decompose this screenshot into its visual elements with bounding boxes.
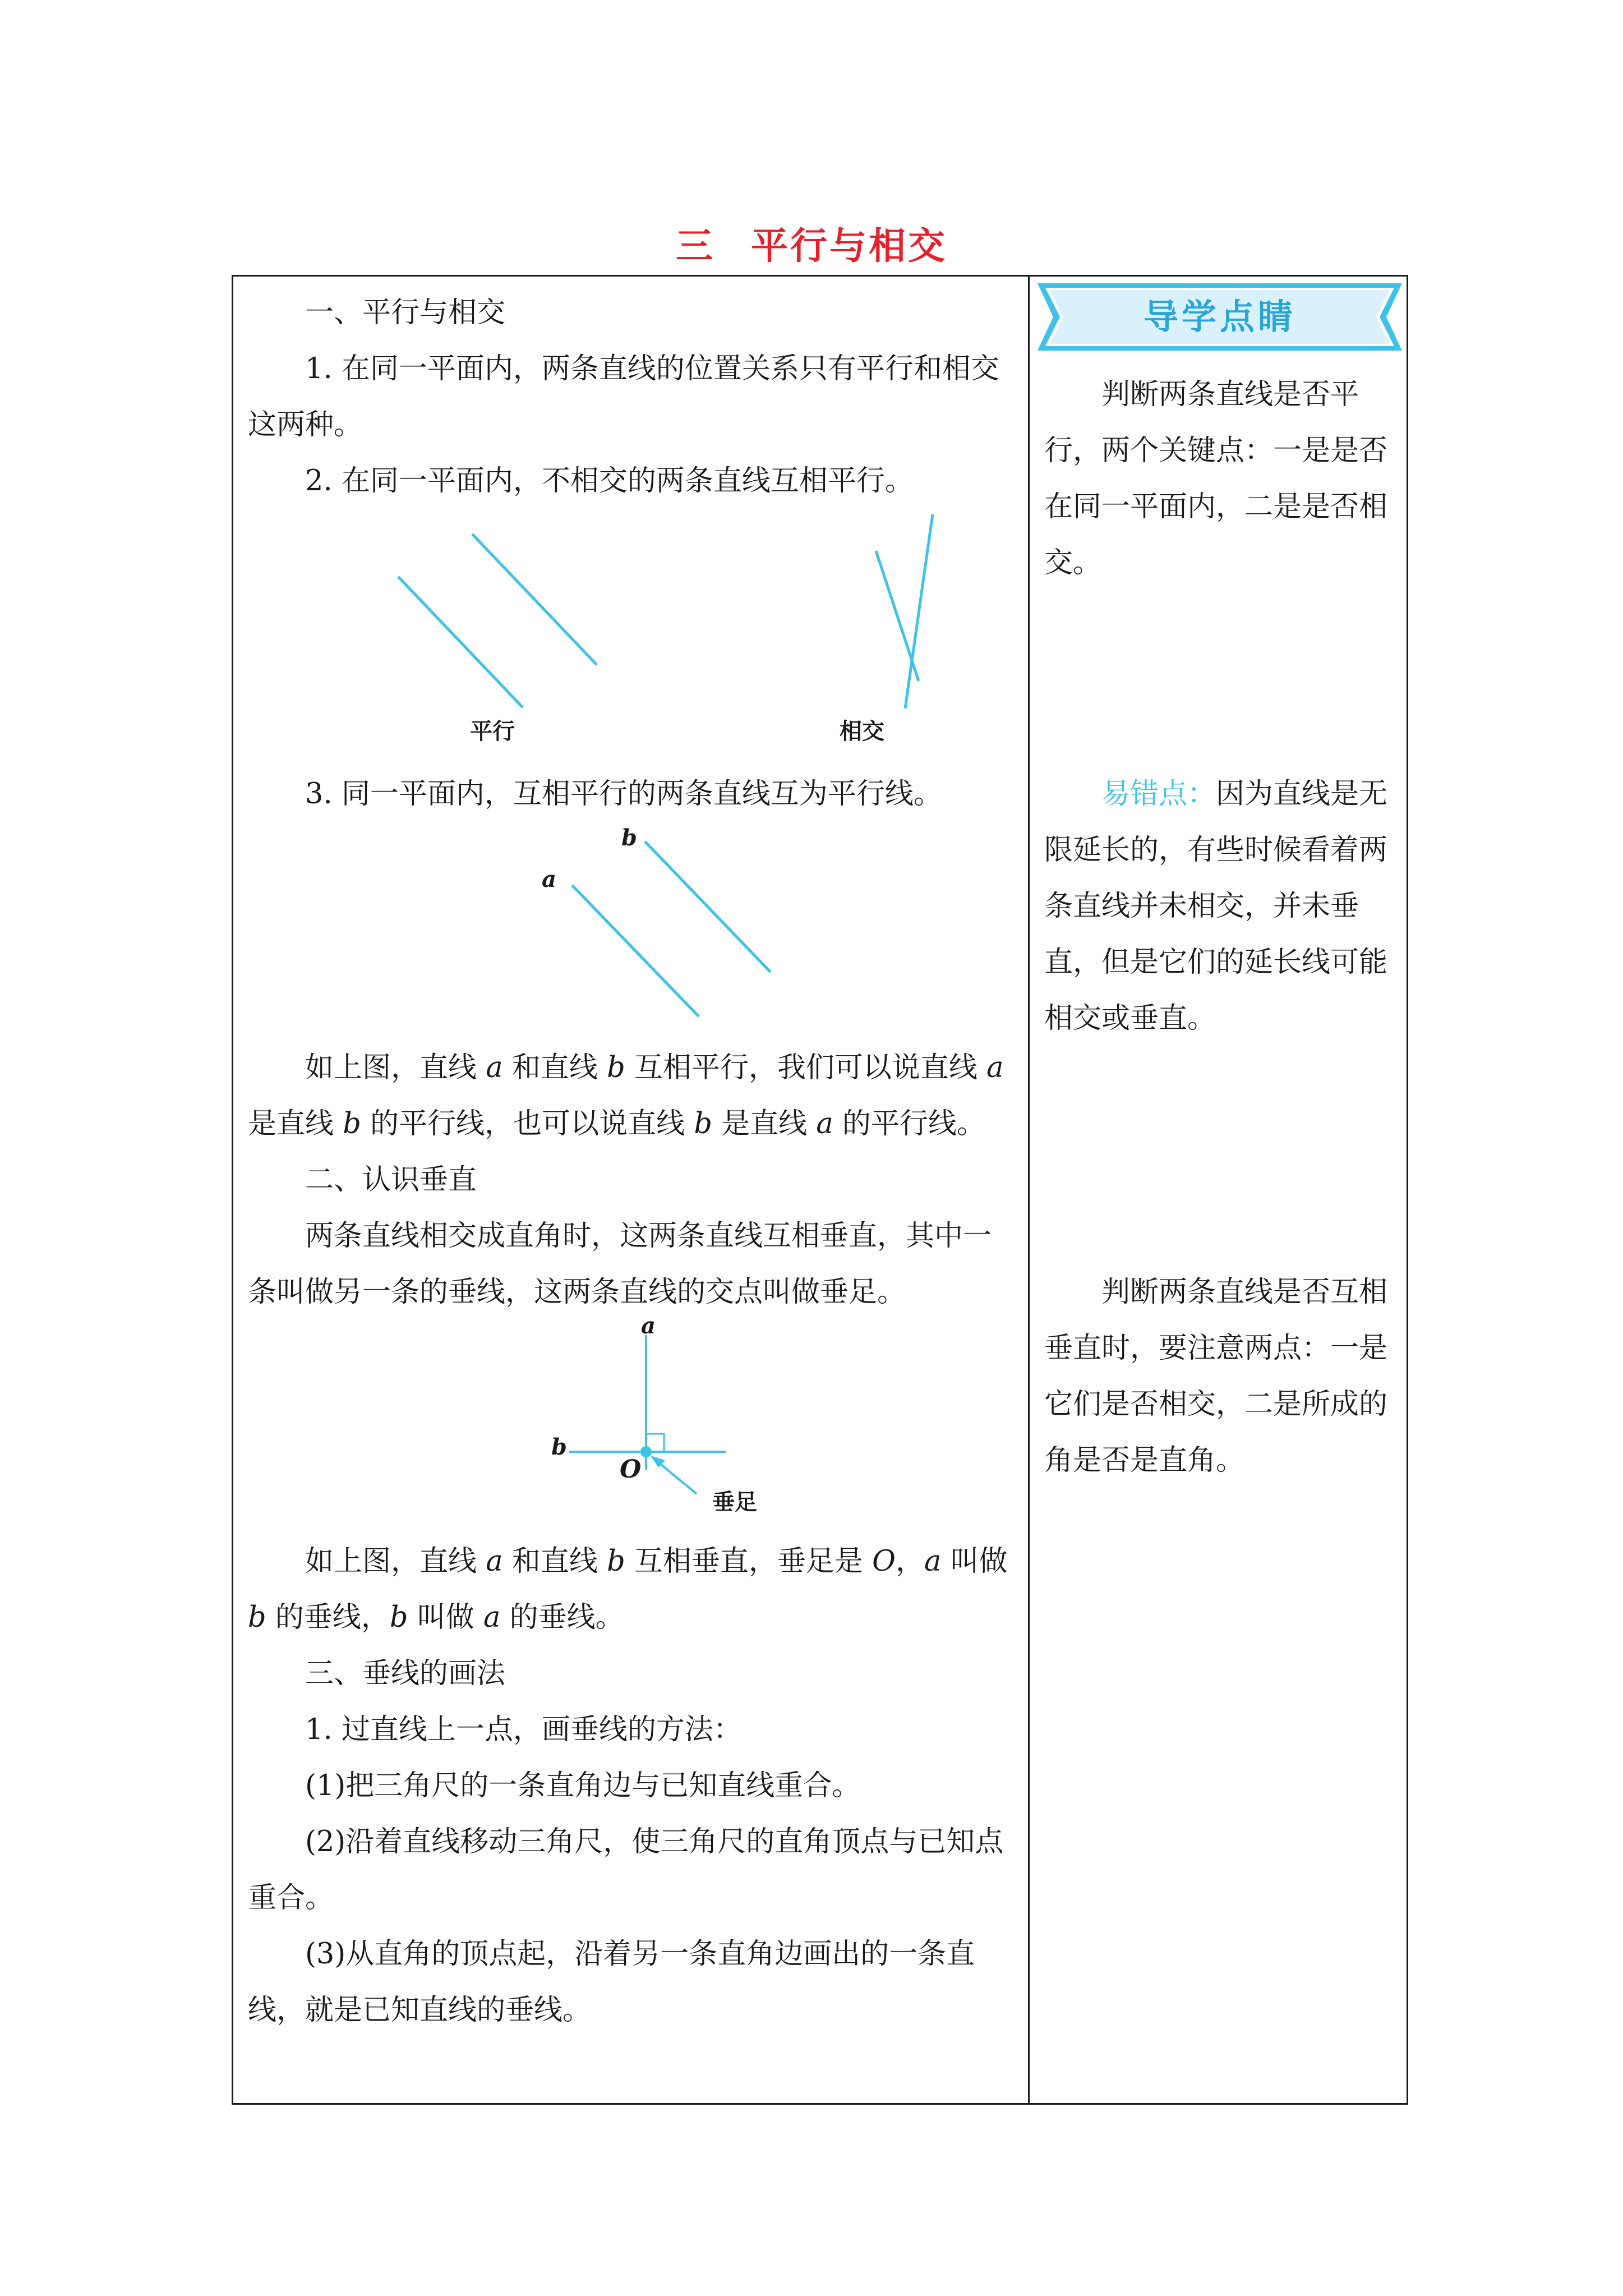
foot-arrow-shaft <box>655 1460 697 1494</box>
paragraph-step-1: (1)把三角尺的一条直角边与已知直线重合。 <box>305 1769 861 1802</box>
label-b-fig3: b <box>551 1434 567 1460</box>
figure-parallel-intersect <box>336 505 1009 740</box>
heading-drawing-perpendicular: 三、垂线的画法 <box>305 1657 506 1690</box>
paragraph-step-2: (2)沿着直线移动三角尺，使三角尺的直角顶点与已知点重合。 <box>248 1825 1004 1915</box>
caption-parallel: 平行 <box>470 719 515 744</box>
foot-point <box>640 1446 652 1457</box>
paragraph-ab-perpendicular: 如上图，直线 a 和直线 b 互相垂直，垂足是 O，a 叫做 b 的垂线，b 叫做 a 的垂线。 <box>248 1545 1008 1634</box>
parallel-line-1 <box>398 577 523 707</box>
heading-perpendicular: 二、认识垂直 <box>305 1163 477 1197</box>
section-title: 平行与相交 <box>751 224 947 268</box>
figure-perpendicular <box>561 1335 785 1503</box>
paragraph-method-intro: 1. 过直线上一点，画垂线的方法： <box>305 1713 742 1746</box>
caption-intersect: 相交 <box>840 719 884 744</box>
note-parallel-keys: 判断两条直线是否平行，两个关键点：一是是否在同一平面内，二是是否相交。 <box>1044 378 1388 579</box>
line-b <box>645 841 771 972</box>
paragraph-step-3: (3)从直角的顶点起，沿着另一条直角边画出的一条直线，就是已知直线的垂线。 <box>248 1938 975 2027</box>
line-a <box>572 885 699 1016</box>
figure-parallel-ab <box>561 841 785 1032</box>
section-number: 三 <box>676 224 715 268</box>
mistake-label: 易错点： <box>1101 777 1216 811</box>
label-a-fig2: a <box>542 866 556 892</box>
label-a-fig3: a <box>641 1313 656 1339</box>
caption-foot: 垂足 <box>712 1489 757 1515</box>
paragraph-ab-parallel: 如上图，直线 a 和直线 b 互相平行，我们可以说直线 a 是直线 b 的平行线，也可以说直线 b 是直线 a 的平行线。 <box>248 1051 1004 1140</box>
label-o-fig3: O <box>620 1455 642 1484</box>
parallel-line-2 <box>472 534 597 665</box>
heading-parallel-intersect: 一、平行与相交 <box>305 296 506 329</box>
note-common-mistake: 易错点：因为直线是无限延长的，有些时候看着两条直线并未相交，并未垂直，但是它们的延长线可能相交或垂直。 <box>1044 777 1388 1035</box>
page-title <box>0 216 1623 269</box>
paragraph-perpendicular-definition: 两条直线相交成直角时，这两条直线互相垂直，其中一条叫做另一条的垂线，这两条直线的交点叫做垂足。 <box>248 1220 992 1309</box>
paragraph-parallel-lines: 3. 同一平面内，互相平行的两条直线互为平行线。 <box>305 777 942 811</box>
label-b-fig2: b <box>621 825 637 851</box>
note-perpendicular-keys: 判断两条直线是否互相垂直时，要注意两点：一是它们是否相交，二是所成的角是否是直角。 <box>1044 1276 1388 1477</box>
guide-banner <box>1038 283 1402 351</box>
column-divider <box>1028 275 1030 2105</box>
banner-title: 导学点睛 <box>1143 296 1296 337</box>
paragraph-position-relation: 1. 在同一平面内，两条直线的位置关系只有平行和相交这两种。 <box>248 352 999 441</box>
paragraph-parallel-definition: 2. 在同一平面内，不相交的两条直线互相平行。 <box>305 464 914 498</box>
